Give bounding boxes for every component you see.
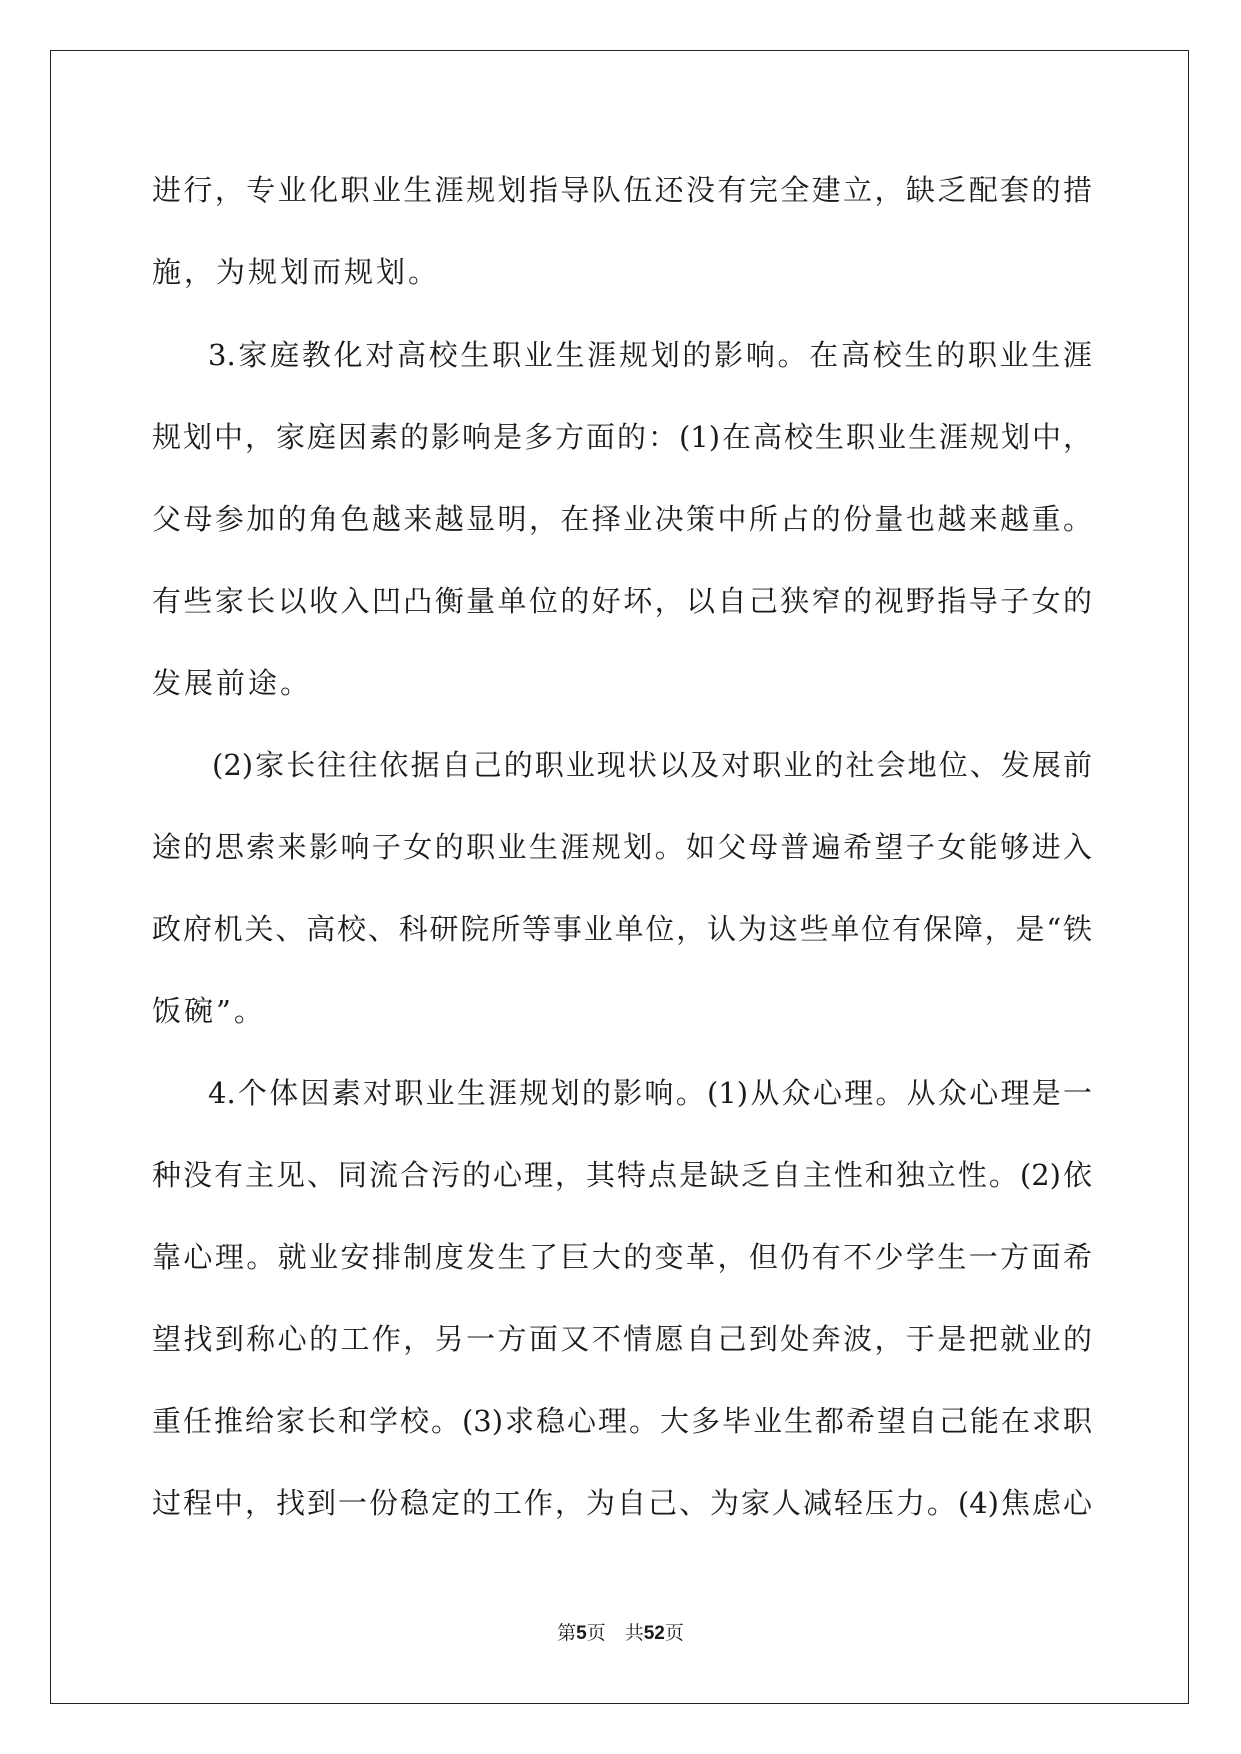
text-line: 父母参加的角色越来越显明，在择业决策中所占的份量也越来越重。	[152, 502, 1092, 536]
paragraph-start-line: 4.个体因素对职业生涯规划的影响。(1)从众心理。从众心理是一	[208, 1076, 1092, 1110]
text-line: 途的思索来影响子女的职业生涯规划。如父母普遍希望子女能够进入	[152, 830, 1092, 864]
text-line: 政府机关、高校、科研院所等事业单位，认为这些单位有保障，是“铁	[152, 912, 1092, 946]
text-line: 过程中，找到一份稳定的工作，为自己、为家人减轻压力。(4)焦虑心	[152, 1486, 1092, 1520]
text-line: 种没有主见、同流合污的心理，其特点是缺乏自主性和独立性。(2)依	[152, 1158, 1092, 1192]
footer-suffix: 页	[664, 1622, 684, 1644]
text-line: 饭碗”。	[152, 994, 266, 1028]
text-line: 望找到称心的工作，另一方面又不情愿自己到处奔波，于是把就业的	[152, 1322, 1092, 1356]
paragraph-start-line: 3.家庭教化对高校生职业生涯规划的影响。在高校生的职业生涯	[208, 338, 1092, 372]
text-line: 进行，专业化职业生涯规划指导队伍还没有完全建立，缺乏配套的措	[152, 173, 1092, 207]
page-footer	[0, 1618, 1241, 1645]
text-line: 有些家长以收入凹凸衡量单位的好坏，以自己狭窄的视野指导子女的	[152, 584, 1092, 618]
footer-prefix: 第	[557, 1622, 577, 1644]
paragraph-start-line: (2)家长往往依据自己的职业现状以及对职业的社会地位、发展前	[212, 748, 1092, 782]
text-line: 靠心理。就业安排制度发生了巨大的变革，但仍有不少学生一方面希	[152, 1240, 1092, 1274]
page-border	[50, 50, 1189, 1704]
text-line: 施，为规划而规划。	[152, 255, 441, 289]
text-line: 规划中，家庭因素的影响是多方面的：(1)在高校生职业生涯规划中，	[152, 420, 1092, 454]
current-page-number: 5	[576, 1623, 587, 1644]
text-line: 重任推给家长和学校。(3)求稳心理。大多毕业生都希望自己能在求职	[152, 1404, 1092, 1438]
text-line: 发展前途。	[152, 666, 313, 700]
footer-mid: 页 共	[586, 1622, 644, 1644]
total-page-count: 52	[643, 1623, 665, 1644]
